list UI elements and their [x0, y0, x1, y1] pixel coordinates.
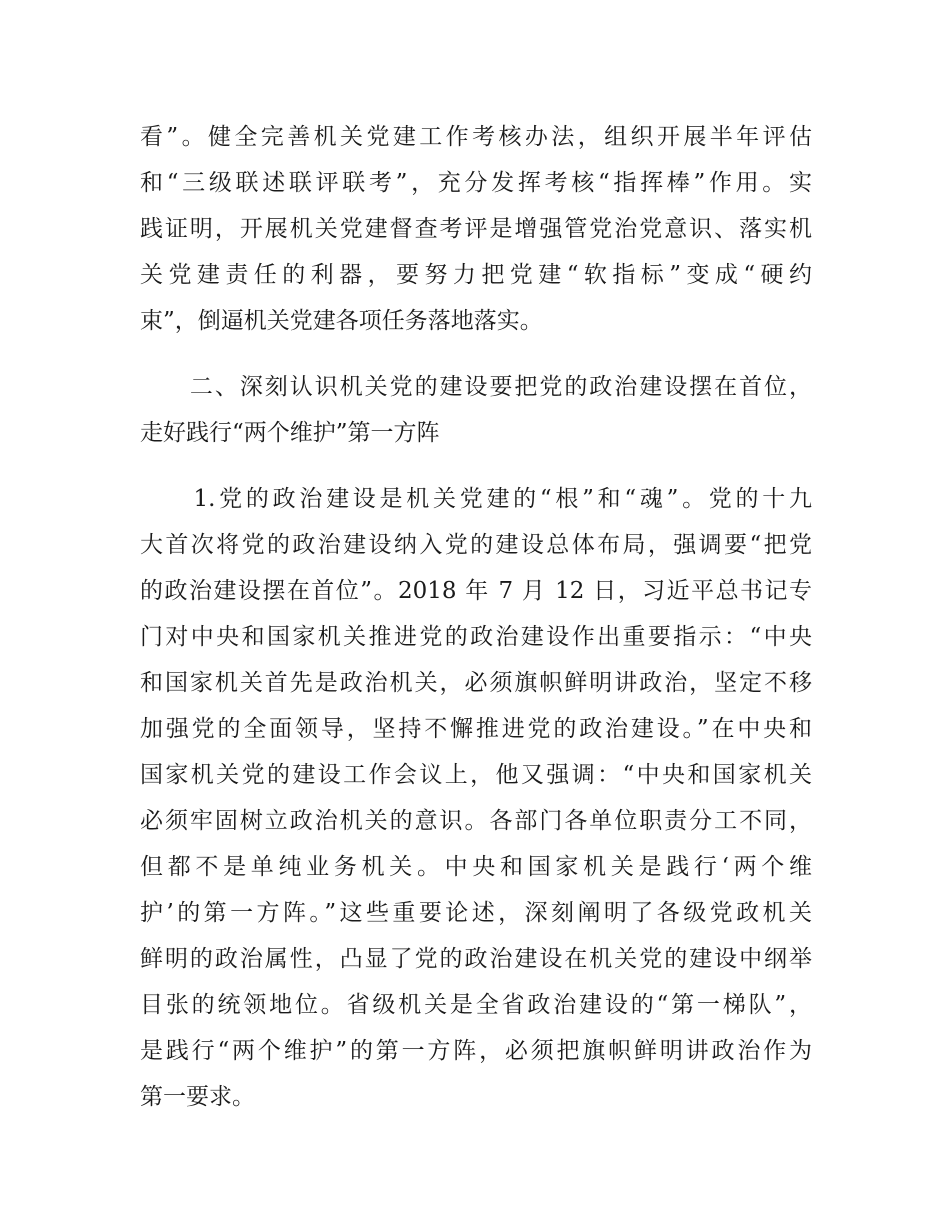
paragraph-point-1 [140, 476, 812, 1120]
text-line: 1.党的政治建设是机关党建的“根”和“魂”。党的十九 [140, 486, 812, 512]
text-line: 鲜明的政治属性，凸显了党的政治建设在机关党的建设中纲举 [140, 946, 812, 972]
document-body [140, 114, 812, 1120]
heading-line: 二、深刻认识机关党的建设要把党的政治建设摆在首位， [140, 374, 812, 400]
text-line: 是践行“两个维护”的第一方阵，必须把旗帜鲜明讲政治作为 [140, 1038, 812, 1064]
text-line: 第一要求。 [140, 1084, 255, 1110]
text-line: 束”，倒逼机关党建各项任务落地落实。 [140, 308, 543, 334]
section-heading-2 [140, 364, 812, 456]
text-line: 大首次将党的政治建设纳入党的建设总体布局，强调要“把党 [140, 532, 812, 558]
text-line: 和“三级联述联评联考”，充分发挥考核“指挥棒”作用。实 [140, 170, 812, 196]
text-line: 加强党的全面领导，坚持不懈推进党的政治建设。”在中央和 [140, 716, 812, 742]
text-line: 目张的统领地位。省级机关是全省政治建设的“第一梯队”， [140, 992, 812, 1018]
paragraph-spacer [140, 344, 812, 364]
text-line: 但都不是单纯业务机关。中央和国家机关是践行‘两个维 [140, 854, 812, 880]
text-line: 看”。健全完善机关党建工作考核办法，组织开展半年评估 [140, 124, 812, 150]
text-line: 和国家机关首先是政治机关，必须旗帜鲜明讲政治，坚定不移 [140, 670, 812, 696]
text-line: 践证明，开展机关党建督查考评是增强管党治党意识、落实机 [140, 216, 812, 242]
paragraph-continuation [140, 114, 812, 344]
text-line: 的政治建设摆在首位”。2018 年 7 月 12 日，习近平总书记专 [140, 578, 812, 604]
text-line: 必须牢固树立政治机关的意识。各部门各单位职责分工不同， [140, 808, 812, 834]
text-line: 护’的第一方阵。”这些重要论述，深刻阐明了各级党政机关 [140, 900, 812, 926]
heading-line: 走好践行“两个维护”第一方阵 [140, 420, 440, 446]
text-line: 国家机关党的建设工作会议上，他又强调：“中央和国家机关 [140, 762, 812, 788]
text-line: 门对中央和国家机关推进党的政治建设作出重要指示：“中央 [140, 624, 812, 650]
text-line: 关党建责任的利器，要努力把党建“软指标”变成“硬约 [140, 262, 812, 288]
paragraph-spacer [140, 456, 812, 476]
